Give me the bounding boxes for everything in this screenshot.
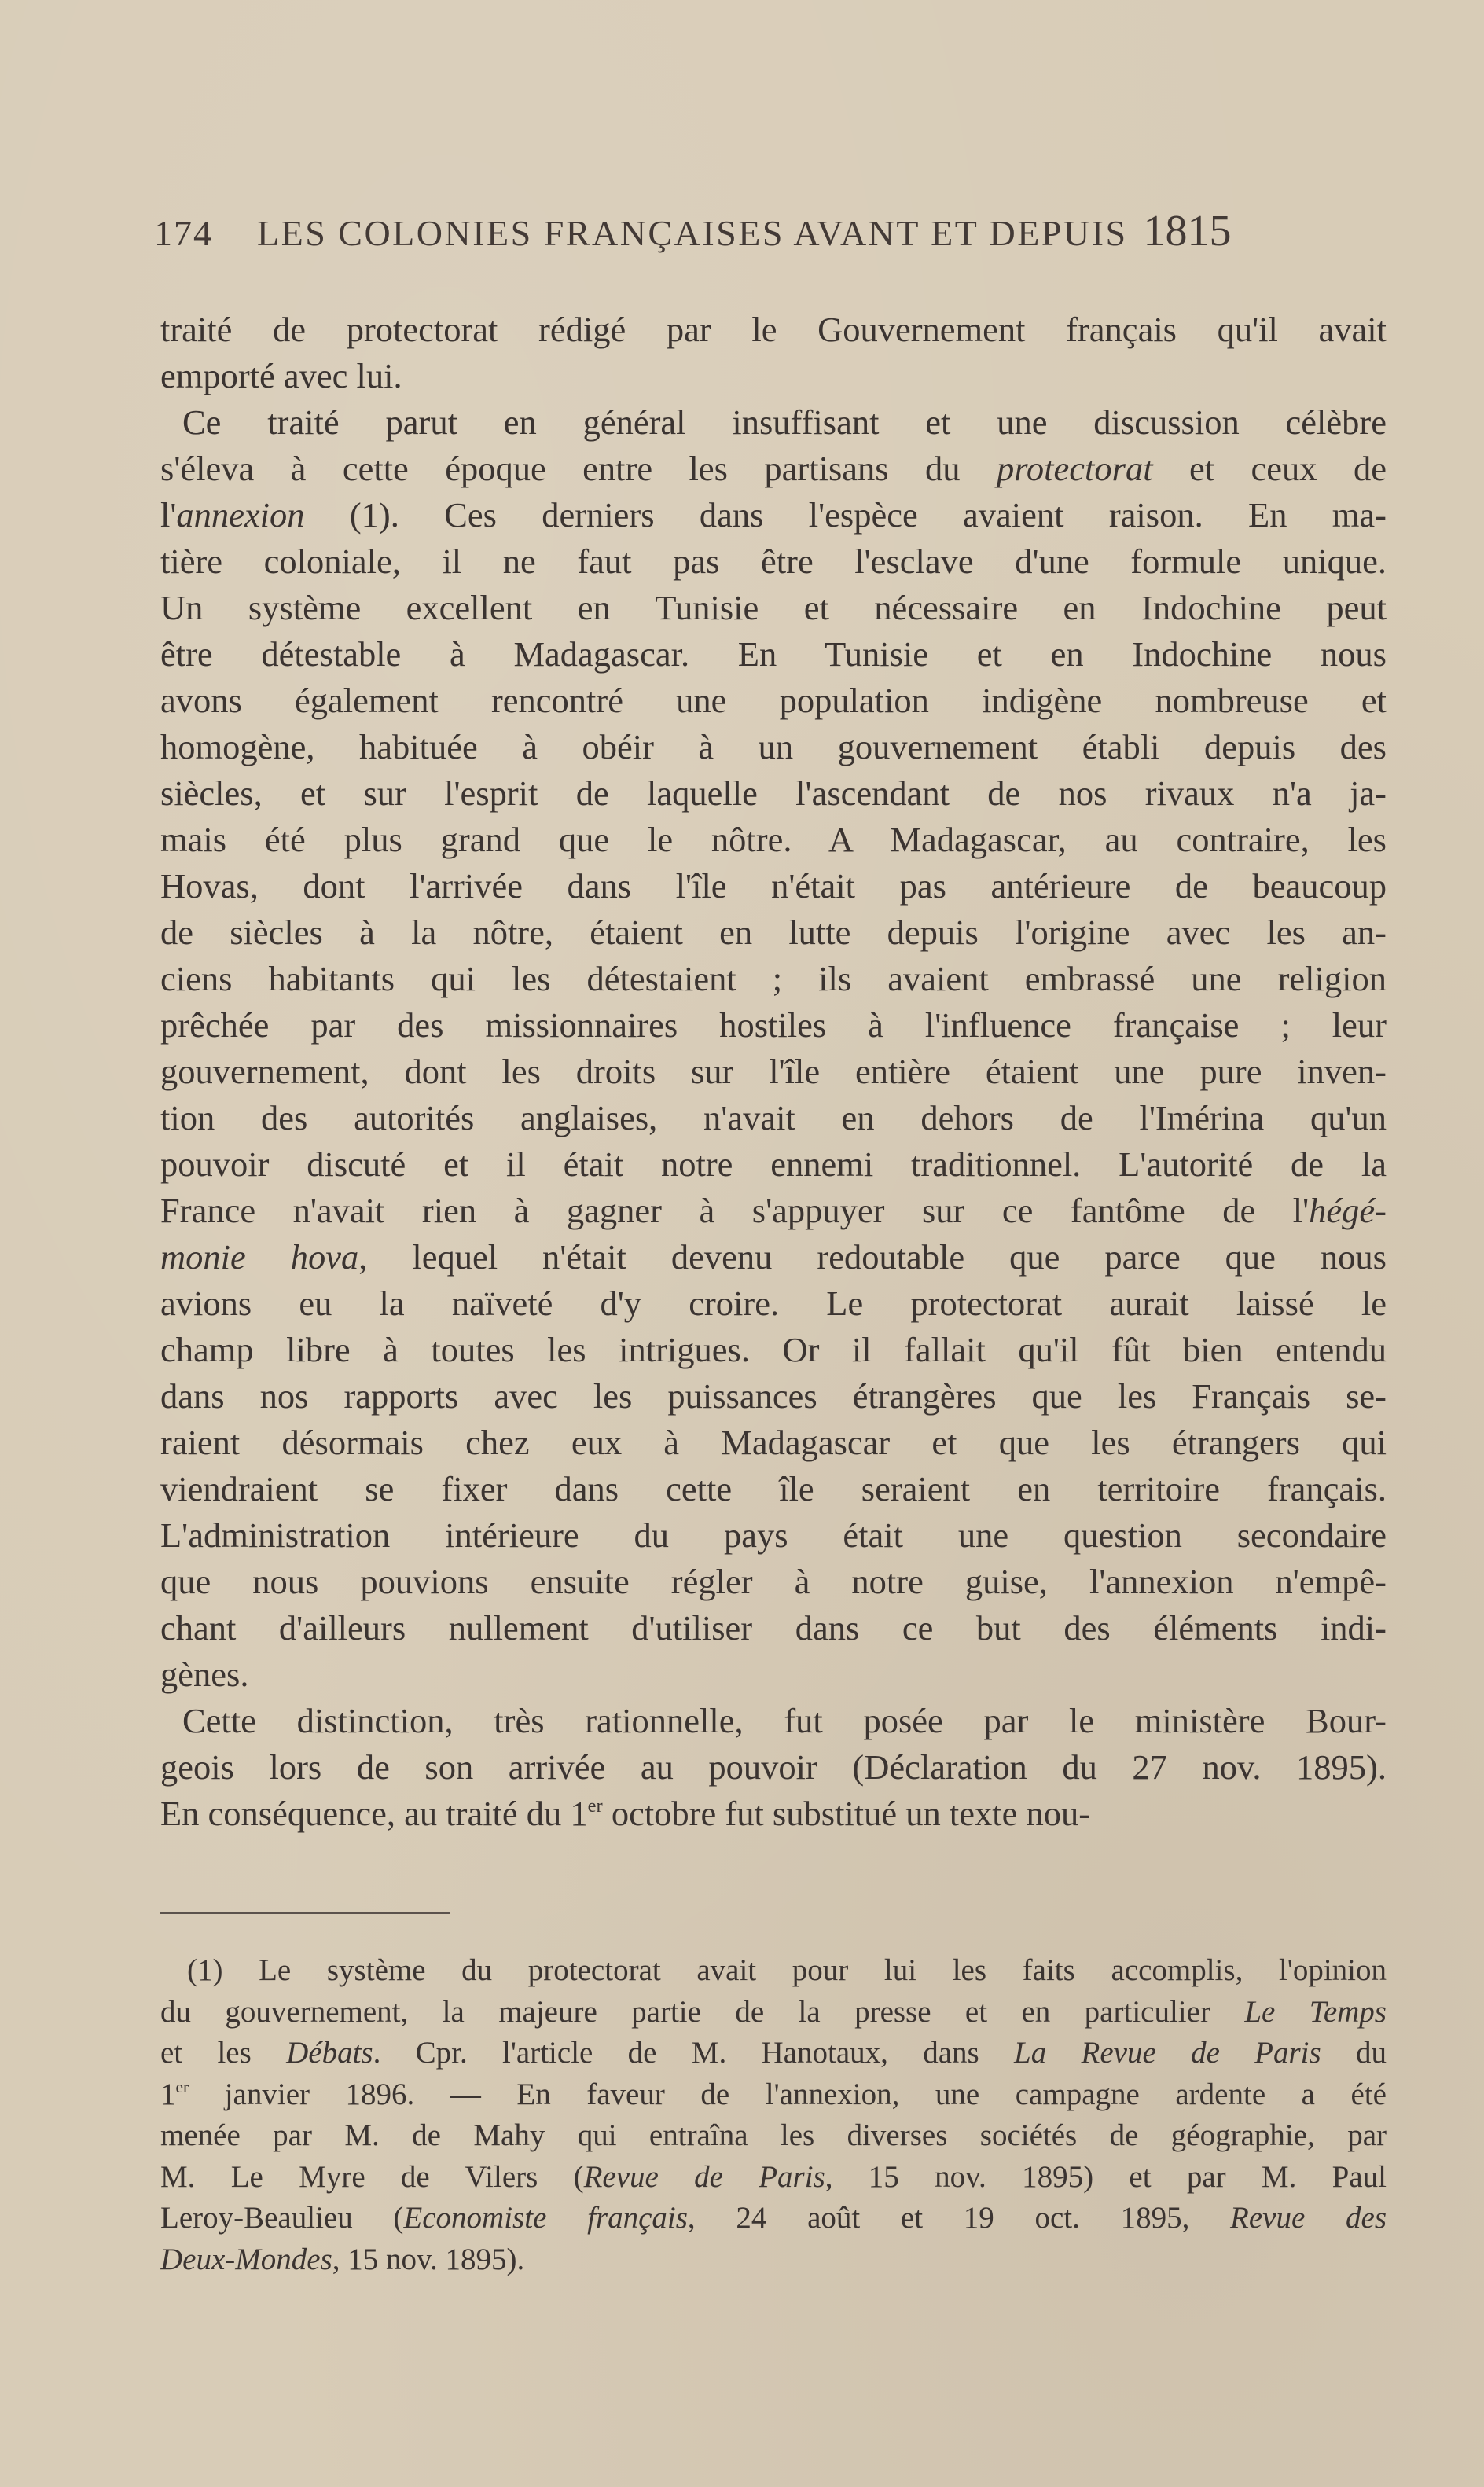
footnote-line: M. Le Myre de Vilers (Revue de Paris, 15 nov. 1895) et par M. Paul xyxy=(160,2159,1387,2194)
footnote-separator xyxy=(160,1912,450,1914)
text-line: ciens habitants qui les détestaient ; ils avaient embrassé une religion xyxy=(160,959,1387,998)
text-line: viendraient se fixer dans cette île seraient en territoire français. xyxy=(160,1469,1387,1508)
text-line: Ce traité parut en général insuffisant et une discussion célèbre xyxy=(182,402,1387,442)
text-line: s'éleva à cette époque entre les partisans du protectorat et ceux de xyxy=(160,449,1387,488)
text-line: l'annexion (1). Ces derniers dans l'espèce avaient raison. En ma- xyxy=(160,495,1387,535)
text-line: emporté avec lui. xyxy=(160,356,402,395)
text-line: chant d'ailleurs nullement d'utiliser dans ce but des éléments indi- xyxy=(160,1608,1387,1648)
text-line: pouvoir discuté et il était notre ennemi traditionnel. L'autorité de la xyxy=(160,1144,1387,1184)
text-line: Un système excellent en Tunisie et nécessaire en Indochine peut xyxy=(160,588,1387,627)
footnote-line: (1) Le système du protectorat avait pour lui les faits accomplis, l'opinion xyxy=(187,1953,1387,1987)
text-line: geois lors de son arrivée au pouvoir (Déclaration du 27 nov. 1895). xyxy=(160,1747,1387,1787)
text-line: champ libre à toutes les intrigues. Or il fallait qu'il fût bien entendu xyxy=(160,1330,1387,1369)
text-line: En conséquence, au traité du 1er octobre fut substitué un texte nou- xyxy=(160,1794,1091,1833)
text-line: Cette distinction, très rationnelle, fut posée par le ministère Bour- xyxy=(182,1701,1387,1740)
text-line: que nous pouvions ensuite régler à notre guise, l'annexion n'empê- xyxy=(160,1562,1387,1601)
text-line: homogène, habituée à obéir à un gouvernement établi depuis des xyxy=(160,727,1387,766)
text-line: tière coloniale, il ne faut pas être l'esclave d'une formule unique. xyxy=(160,542,1387,581)
text-line: traité de protectorat rédigé par le Gouvernement français qu'il avait xyxy=(160,310,1387,349)
text-line: gouvernement, dont les droits sur l'île entière étaient une pure inven- xyxy=(160,1052,1387,1091)
text-line: France n'avait rien à gagner à s'appuyer sur ce fantôme de l'hégé- xyxy=(160,1191,1387,1230)
footnote-line: du gouvernement, la majeure partie de la presse et en particulier Le Temps xyxy=(160,1994,1387,2029)
text-line: raient désormais chez eux à Madagascar et que les étrangers qui xyxy=(160,1423,1387,1462)
main-text xyxy=(160,307,1387,1837)
text-line: monie hova, lequel n'était devenu redoutable que parce que nous xyxy=(160,1237,1387,1277)
text-line: prêchée par des missionnaires hostiles à l'influence française ; leur xyxy=(160,1005,1387,1045)
footnote-line: et les Débats. Cpr. l'article de M. Hanotaux, dans La Revue de Paris du xyxy=(160,2036,1387,2070)
footnote-line: menée par M. de Mahy qui entraîna les diverses sociétés de géographie, par xyxy=(160,2118,1387,2152)
text-line: siècles, et sur l'esprit de laquelle l'ascendant de nos rivaux n'a ja- xyxy=(160,773,1387,813)
text-line: dans nos rapports avec les puissances étrangères que les Français se- xyxy=(160,1376,1387,1416)
text-line: être détestable à Madagascar. En Tunisie et en Indochine nous xyxy=(160,634,1387,674)
page-number: 174 xyxy=(154,213,213,253)
text-line: mais été plus grand que le nôtre. A Madagascar, au contraire, les xyxy=(160,820,1387,859)
footnote xyxy=(160,1950,1387,2280)
text-line: L'administration intérieure du pays était une question secondaire xyxy=(160,1515,1387,1555)
running-title: LES COLONIES FRANÇAISES AVANT ET DEPUIS xyxy=(257,213,1128,253)
text-line: avions eu la naïveté d'y croire. Le protectorat aurait laissé le xyxy=(160,1284,1387,1323)
text-line: avons également rencontré une population indigène nombreuse et xyxy=(160,681,1387,720)
running-header xyxy=(154,206,1349,269)
text-line: Hovas, dont l'arrivée dans l'île n'était pas antérieure de beaucoup xyxy=(160,866,1387,906)
text-line: gènes. xyxy=(160,1655,249,1694)
text-line: de siècles à la nôtre, étaient en lutte depuis l'origine avec les an- xyxy=(160,913,1387,952)
footnote-line: Leroy-Beaulieu (Economiste français, 24 août et 19 oct. 1895, Revue des xyxy=(160,2201,1387,2235)
footnote-line: 1er janvier 1896. — En faveur de l'annexion, une campagne ardente a été xyxy=(160,2077,1387,2111)
text-line: tion des autorités anglaises, n'avait en dehors de l'Imérina qu'un xyxy=(160,1098,1387,1137)
running-title-year: 1815 xyxy=(1143,207,1232,255)
footnote-line: Deux-Mondes, 15 nov. 1895). xyxy=(160,2242,525,2276)
